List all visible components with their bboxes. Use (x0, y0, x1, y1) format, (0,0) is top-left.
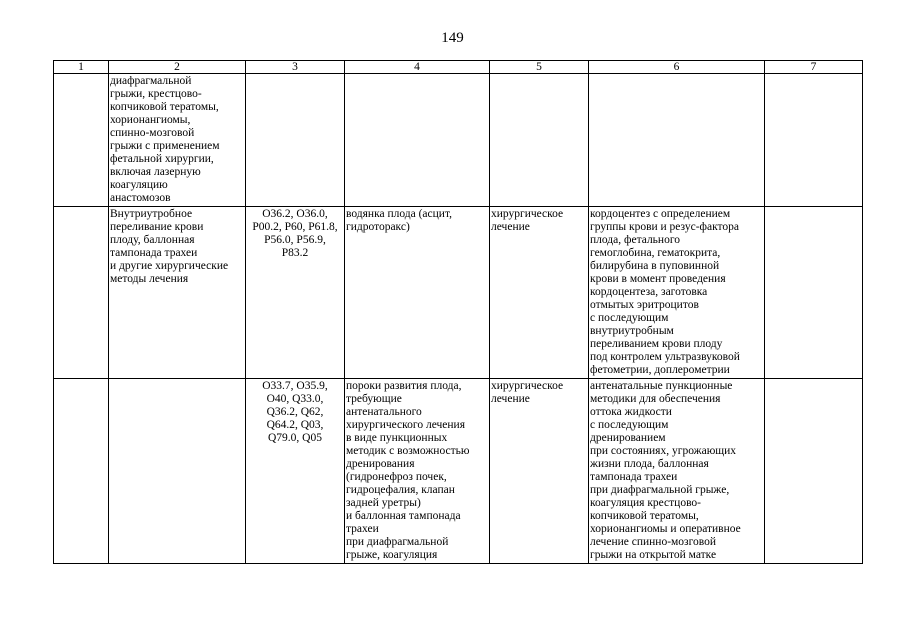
treatment-type-cell: хирургическое лечение (490, 207, 589, 379)
cell-empty (765, 379, 863, 564)
column-number-1: 1 (54, 61, 109, 74)
icd-codes-cell: O33.7, O35.9, O40, Q33.0, Q36.2, Q62, Q64.2, Q03, Q79.0, Q05 (246, 379, 345, 564)
treatment-method-cell: кордоцентез с определением группы крови и резус-фактора плода, фетального гемоглобина, гематокрита, билирубина в пуповинной крови в момент проведения кордоцентеза, заготовка отмытых эритроцитов с последующим внутриутробным переливанием крови плоду под контролем ультразвуковой фетометрии, доплерометрии (589, 207, 765, 379)
icd-codes-cell: O36.2, O36.0, P00.2, P60, P61.8, P56.0, P56.9, P83.2 (246, 207, 345, 379)
column-number-7: 7 (765, 61, 863, 74)
treatment-method-cell: антенатальные пункционные методики для обеспечения оттока жидкости с последующим дренированием при состояниях, угрожающих жизни плода, баллонная тампонада трахеи при диафрагмальной грыже, коагуляция крестцово- копчиковой тератомы, хорионангиомы и оперативное лечение спинно-мозговой грыжи на открытой матке (589, 379, 765, 564)
cell-empty (109, 379, 246, 564)
page-number: 149 (441, 30, 464, 46)
method-name-cell: Внутриутробное переливание крови плоду, баллонная тампонада трахеи и другие хирургические методы лечения (109, 207, 246, 379)
cell-empty (54, 379, 109, 564)
medical-care-table (53, 60, 863, 564)
column-number-5: 5 (490, 61, 589, 74)
cell-empty (765, 74, 863, 207)
diagnosis-cell: пороки развития плода, требующие антенатального хирургического лечения в виде пункционных методик с возможностью дренирования (гидронефроз почек, гидроцефалия, клапан задней уретры) и баллонная тампонада трахеи при диафрагмальной грыже, коагуляция (345, 379, 490, 564)
table-row (54, 74, 863, 207)
cell-empty (246, 74, 345, 207)
column-number-4: 4 (345, 61, 490, 74)
cell-empty (345, 74, 490, 207)
table-row (54, 207, 863, 379)
cell-empty (589, 74, 765, 207)
cell-empty (54, 74, 109, 207)
column-number-6: 6 (589, 61, 765, 74)
cell-empty (54, 207, 109, 379)
cell-empty (490, 74, 589, 207)
table-header-row (54, 61, 863, 74)
table-row (54, 379, 863, 564)
column-number-3: 3 (246, 61, 345, 74)
treatment-type-cell: хирургическое лечение (490, 379, 589, 564)
column-number-2: 2 (109, 61, 246, 74)
cell-empty (765, 207, 863, 379)
diagnosis-cell: водянка плода (асцит, гидроторакс) (345, 207, 490, 379)
method-name-cell: диафрагмальной грыжи, крестцово- копчиковой тератомы, хорионангиомы, спинно-мозговой грыжи с применением фетальной хирургии, включая лазерную коагуляцию анастомозов (109, 74, 246, 207)
